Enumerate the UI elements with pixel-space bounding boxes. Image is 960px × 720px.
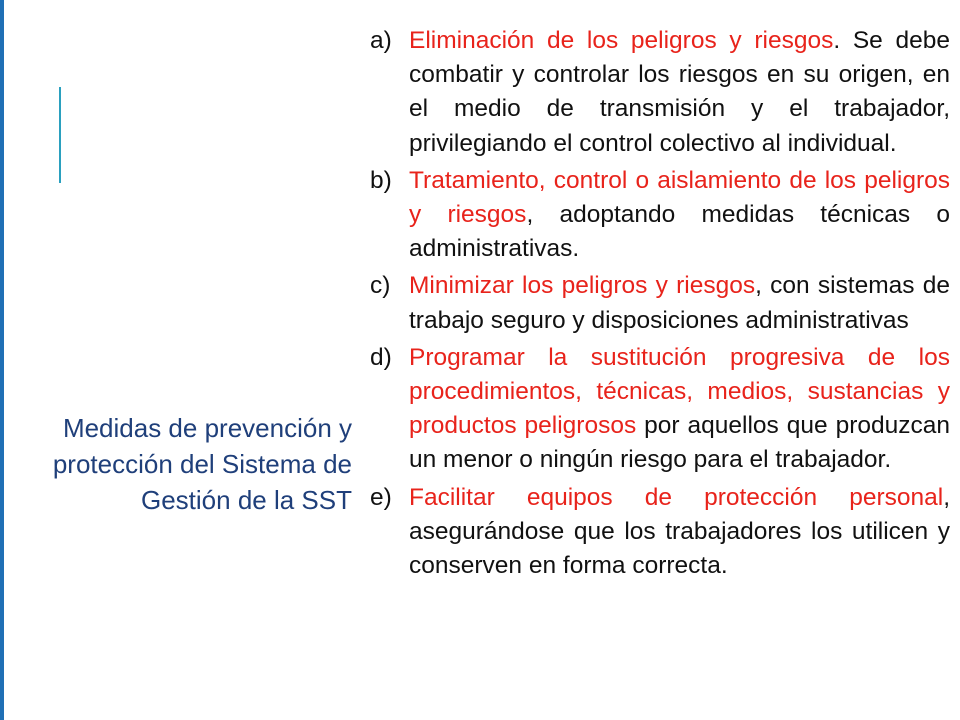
slide-title: Medidas de prevención y protección del Sistema de Gestión de la SST — [52, 413, 352, 515]
list-item-text — [409, 269, 950, 337]
list-item-rest: . Se debe combatir y controlar los riesgos en su origen, en el medio de transmisión y el trabajador, privilegiando el control colectivo al individual. — [409, 27, 950, 157]
list-item-text — [409, 341, 950, 478]
list-item-text — [409, 481, 950, 584]
list-item-highlight: Eliminación de los peligros y riesgos — [409, 27, 834, 54]
list-marker: e) — [370, 483, 392, 511]
list-item — [370, 481, 950, 584]
list-item — [370, 24, 950, 161]
list-item-highlight: Tratamiento, control o aislamiento de los peligros y riesgos — [409, 166, 950, 229]
list-item-rest: , asegurándose que los trabajadores los utilicen y conserven en forma correcta. — [409, 483, 950, 580]
list-marker: b) — [370, 166, 392, 194]
list-item-highlight: Minimizar los peligros y riesgos — [409, 272, 756, 300]
list-item — [370, 269, 950, 337]
list-item — [370, 341, 950, 478]
list-item-highlight: Programar la sustitución progresiva de los procedimientos, técnicas, medios, sustancias y productos peligrosos — [409, 343, 950, 440]
accent-line — [59, 87, 61, 183]
list-marker: d) — [370, 343, 392, 371]
list-marker: c) — [370, 272, 391, 300]
list-item-rest: , con sistemas de trabajo seguro y disposiciones administrativas — [409, 272, 950, 334]
list-item-highlight: Facilitar equipos de protección personal — [409, 483, 944, 511]
left-edge-bar — [0, 0, 4, 720]
list-marker: a) — [370, 27, 392, 54]
list-item-rest: , adoptando medidas técnicas o administrativas. — [409, 201, 950, 263]
list-item — [370, 164, 950, 267]
list-item-text — [409, 164, 950, 267]
list-item-text — [409, 24, 950, 161]
list-item-rest: por aquellos que produzcan un menor o ningún riesgo para el trabajador. — [409, 412, 950, 474]
measures-list — [370, 24, 950, 586]
